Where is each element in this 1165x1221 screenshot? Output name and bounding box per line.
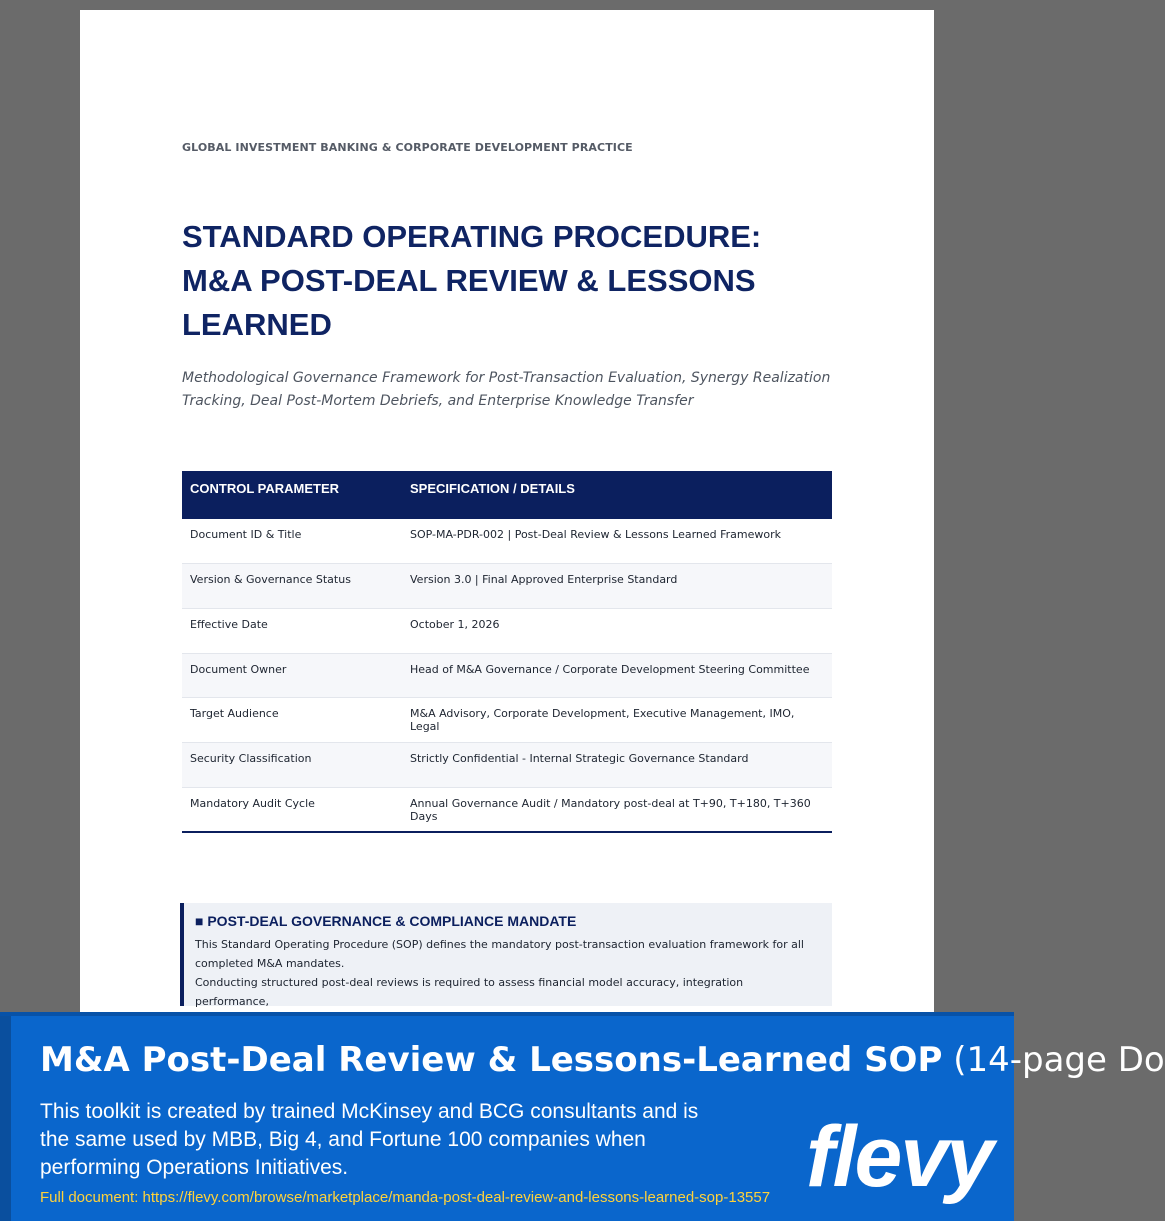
parameter-cell: Document ID & Title	[182, 519, 402, 564]
parameter-cell: Version & Governance Status	[182, 564, 402, 609]
table-row	[182, 787, 832, 832]
detail-cell: M&A Advisory, Corporate Development, Executive Management, IMO, Legal	[402, 698, 832, 743]
document-title	[182, 215, 842, 347]
table-row	[182, 564, 832, 609]
document-page	[80, 10, 934, 1020]
full-document-link[interactable]: Full document: https://flevy.com/browse/marketplace/manda-post-deal-review-and-lessons-learned-sop-13557	[40, 1189, 771, 1206]
document-subtitle: Methodological Governance Framework for Post-Transaction Evaluation, Synergy Realization Tracking, Deal Post-Mortem Debriefs, and Enterprise Knowledge Transfer	[182, 370, 831, 409]
table-row	[182, 519, 832, 564]
flevy-logo[interactable]: flevy	[806, 1109, 993, 1205]
mandate-callout	[180, 903, 832, 1006]
detail-cell: Annual Governance Audit / Mandatory post-deal at T+90, T+180, T+360 Days	[402, 787, 832, 832]
table-row	[182, 698, 832, 743]
table-row	[182, 608, 832, 653]
detail-cell: Head of M&A Governance / Corporate Development Steering Committee	[402, 653, 832, 698]
table-header-row	[182, 471, 832, 519]
title-line-2: M&A POST-DEAL REVIEW & LESSONS	[182, 263, 756, 298]
banner-title-rest: (14-page Do	[942, 1040, 1165, 1080]
parameter-cell: Mandatory Audit Cycle	[182, 787, 402, 832]
detail-cell: SOP-MA-PDR-002 | Post-Deal Review & Lessons Learned Framework	[402, 519, 832, 564]
banner-description: This toolkit is created by trained McKinsey and BCG consultants and is the same used by MBB, Big 4, and Fortune 100 companies when performing Operations Initiatives.	[40, 1100, 699, 1179]
parameter-cell: Document Owner	[182, 653, 402, 698]
column-header-details: SPECIFICATION / DETAILS	[402, 471, 832, 519]
mandate-paragraph-2: Conducting structured post-deal reviews is required to assess financial model accuracy, integration performance,	[195, 976, 744, 1008]
title-line-1: STANDARD OPERATING PROCEDURE:	[182, 219, 762, 254]
column-header-parameter: CONTROL PARAMETER	[182, 471, 402, 519]
title-line-3: LEARNED	[182, 307, 332, 342]
control-parameters-table	[182, 471, 832, 833]
parameter-cell: Security Classification	[182, 742, 402, 787]
banner-title	[40, 1040, 1165, 1080]
mandate-heading: ■ POST-DEAL GOVERNANCE & COMPLIANCE MANDATE	[195, 913, 577, 929]
practice-label: GLOBAL INVESTMENT BANKING & CORPORATE DEVELOPMENT PRACTICE	[182, 141, 633, 154]
table-row	[182, 653, 832, 698]
promo-banner	[0, 1012, 1165, 1221]
detail-cell: Strictly Confidential - Internal Strategic Governance Standard	[402, 742, 832, 787]
parameter-cell: Target Audience	[182, 698, 402, 743]
mandate-paragraph-1: This Standard Operating Procedure (SOP) defines the mandatory post-transaction evaluation framework for all completed M&A mandates.	[195, 938, 804, 970]
banner-edge-stripe	[0, 1016, 11, 1221]
parameter-cell: Effective Date	[182, 608, 402, 653]
banner-title-bold: M&A Post-Deal Review & Lessons-Learned SOP	[40, 1040, 943, 1080]
table-row	[182, 742, 832, 787]
detail-cell: October 1, 2026	[402, 608, 832, 653]
detail-cell: Version 3.0 | Final Approved Enterprise Standard	[402, 564, 832, 609]
